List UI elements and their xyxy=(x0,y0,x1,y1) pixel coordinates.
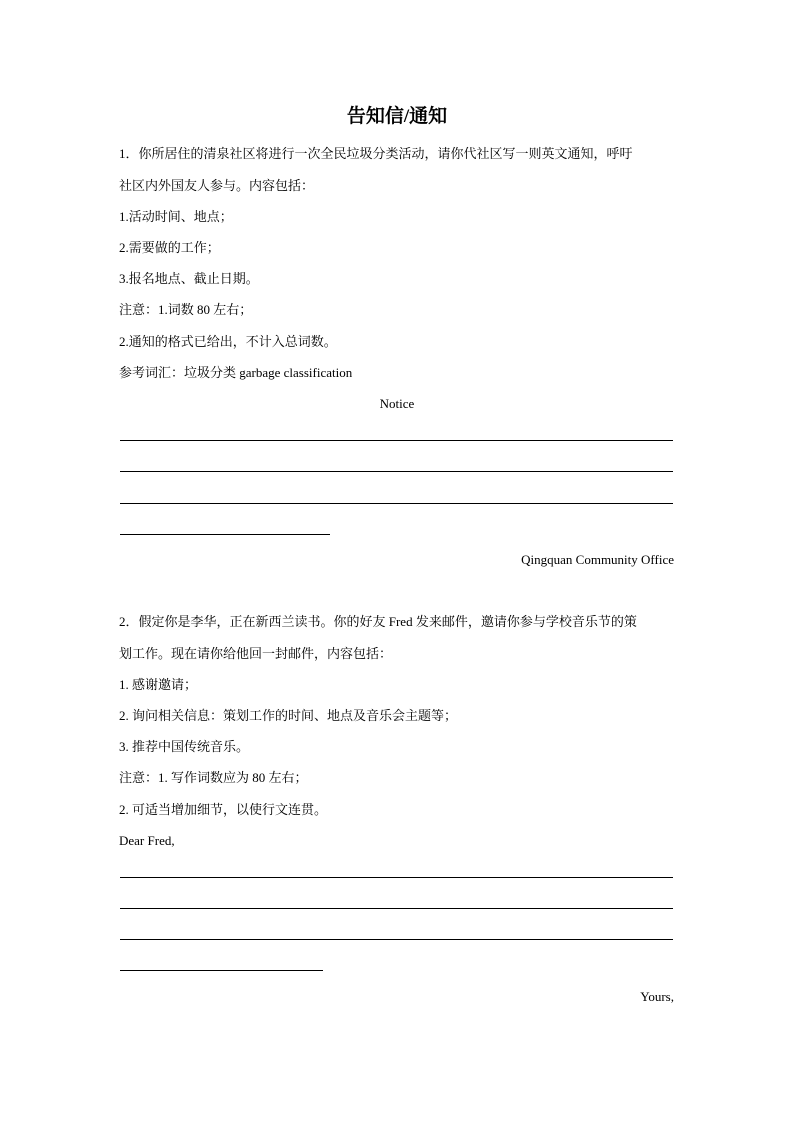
q1-answer-line[interactable] xyxy=(120,440,673,441)
q2-item-2: 2. 询问相关信息：策划工作的时间、地点及音乐会主题等； xyxy=(119,708,458,723)
page-title: 告知信/通知 xyxy=(346,106,448,127)
q1-signature: Qingquan Community Office xyxy=(521,552,674,567)
q1-item-3: 3.报名地点、截止日期。 xyxy=(119,271,259,286)
q1-item-2: 2.需要做的工作； xyxy=(119,240,220,255)
q2-prompt-line1: 2．假定你是李华，正在新西兰读书。你的好友 Fred 发来邮件，邀请你参与学校音乐节的策 xyxy=(119,614,637,629)
q1-vocab: 参考词汇：垃圾分类 garbage classification xyxy=(119,365,353,380)
q1-notice-heading: Notice xyxy=(379,396,415,411)
q1-answer-line[interactable] xyxy=(120,471,673,472)
q1-answer-line[interactable] xyxy=(120,534,330,535)
q2-greeting: Dear Fred, xyxy=(119,833,175,848)
q2-prompt-line2: 划工作。现在请你给他回一封邮件，内容包括： xyxy=(119,646,393,661)
q1-item-1: 1.活动时间、地点； xyxy=(119,209,233,224)
q1-note-1: 注意：1.词数 80 左右； xyxy=(119,302,253,317)
q2-note-1: 注意：1. 写作词数应为 80 左右； xyxy=(119,770,308,785)
q2-closing: Yours, xyxy=(640,989,674,1004)
q2-answer-line[interactable] xyxy=(120,970,323,971)
q2-item-1: 1. 感谢邀请； xyxy=(119,677,198,692)
q2-item-3: 3. 推荐中国传统音乐。 xyxy=(119,739,250,754)
q2-answer-line[interactable] xyxy=(120,939,673,940)
q2-note-2: 2. 可适当增加细节，以使行文连贯。 xyxy=(119,802,328,817)
q1-answer-line[interactable] xyxy=(120,503,673,504)
q1-prompt-line1: 1．你所居住的清泉社区将进行一次全民垃圾分类活动，请你代社区写一则英文通知，呼吁 xyxy=(119,146,633,161)
q1-prompt-line2: 社区内外国友人参与。内容包括： xyxy=(119,178,315,193)
q2-answer-line[interactable] xyxy=(120,908,673,909)
q1-note-2: 2.通知的格式已给出，不计入总词数。 xyxy=(119,334,337,349)
q2-answer-line[interactable] xyxy=(120,877,673,878)
